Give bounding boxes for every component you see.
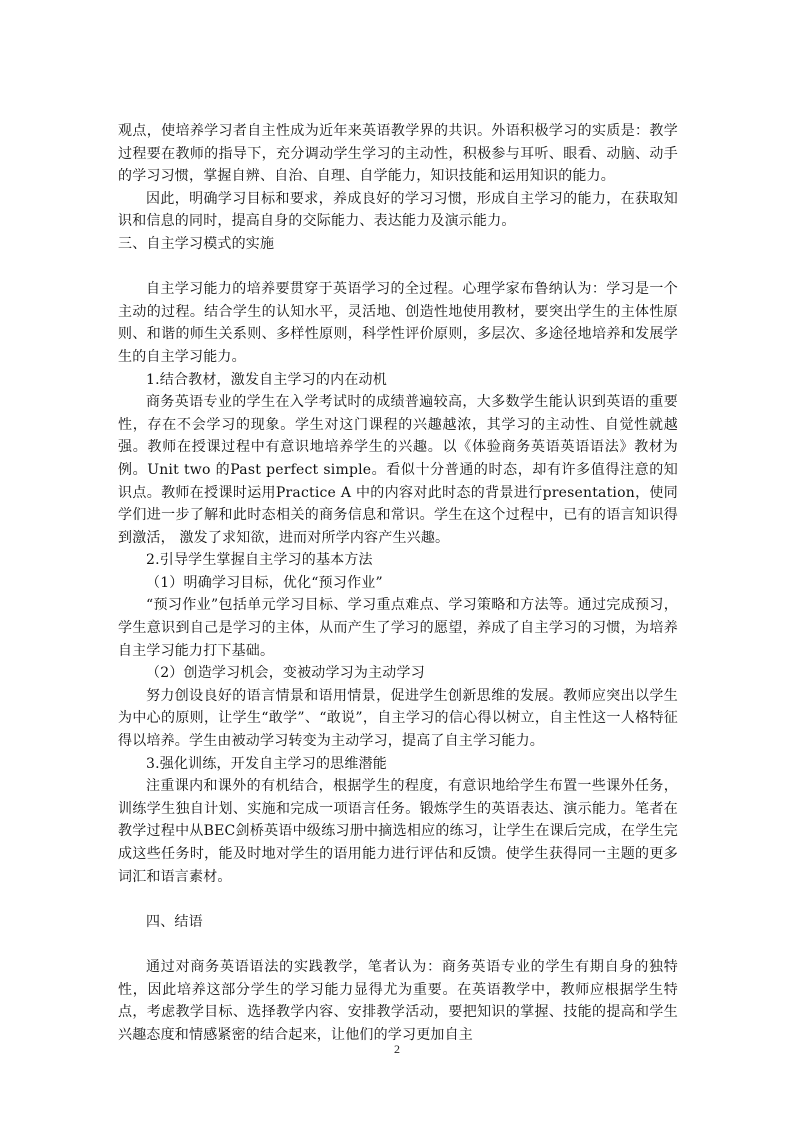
paragraph: 自主学习能力的培养要贯穿于英语学习的全过程。心理学家布鲁纳认为：学习是一个主动的过程。结合学生的认知水平，灵活地、创造性地使用教材，要突出学生的主体性原则、和谐的师生关系则、多样性原则，科学性评价原则，多层次、多途径地培养和发展学生的自主学习能力。: [118, 281, 678, 365]
paragraph: 努力创设良好的语言情景和语用情景，促进学生创新思维的发展。教师应突出以学生为中心的原则，让学生“敢学”、“敢说”，自主学习的信心得以树立，自主性这一人格特征得以培养。学生由被动学习转变为主动学习，提高了自主学习能力。: [118, 687, 678, 750]
section-heading: 四、结语: [146, 913, 203, 930]
subsection-heading: （2）创造学习机会，变被动学习为主动学习: [146, 665, 425, 682]
paragraph: 商务英语专业的学生在入学考试时的成绩普遍较高，大多数学生能认识到英语的重要性，存在不会学习的现象。学生对这门课程的兴趣越浓，其学习的主动性、自觉性就越强。教师在授课过程中有意识地培养学生的兴趣。以《体验商务英语英语语法》教材为例。Unit two 的Past perfect simple。看似十分普通的时态，却有许多值得注意的知识点。教师在授课时运用Practice A 中的内容对此时态的背景进行presentation，使同学们进一步了解和此时态相关的商务信息和常识。学生在这个过程中，已有的语言知识得到激活， 激发了求知欲，进而对所学内容产生兴趣。: [118, 394, 678, 546]
section-heading: 三、自主学习模式的实施: [118, 235, 275, 252]
paragraph: 观点，使培养学习者自主性成为近年来英语教学界的共识。外语积极学习的实质是：教学过程要在教师的指导下，充分调动学生学习的主动性，积极参与耳听、眼看、动脑、动手的学习习惯，掌握自辨、自治、自理、自学能力，知识技能和运用知识的能力。: [118, 123, 678, 185]
paragraph: “预习作业”包括单元学习目标、学习重点难点、学习策略和方法等。通过完成预习，学生意识到自己是学习的主体，从而产生了学习的愿望，养成了自主学习的习惯，为培养自主学习能力打下基础。: [118, 597, 678, 659]
paragraph: 注重课内和课外的有机结合，根据学生的程度，有意识地给学生布置一些课外任务，训练学生独自计划、实施和完成一项语言任务。锻炼学生的英语表达、演示能力。笔者在教学过程中从BEC剑桥英语中级练习册中摘选相应的练习，让学生在课后完成，在学生完成这些任务时，能及时地对学生的语用能力进行评估和反馈。使学生获得同一主题的更多词汇和语言素材。: [118, 778, 678, 885]
paragraph: 因此，明确学习目标和要求，养成良好的学习习惯，形成自主学习的能力，在获取知识和信息的同时，提高自身的交际能力、表达能力及演示能力。: [118, 190, 678, 230]
blank-line: [118, 256, 678, 279]
document-body: [118, 120, 678, 1046]
blank-line: [118, 888, 678, 911]
blank-line: [118, 933, 678, 956]
subsection-heading: （1）明确学习目标，优化“预习作业”: [146, 574, 383, 591]
page-number: 2: [394, 1042, 400, 1056]
subsection-heading: 2.引导学生掌握自主学习的基本方法: [146, 552, 373, 569]
subsection-heading: 1.结合教材，激发自主学习的内在动机: [146, 371, 387, 388]
paragraph: 通过对商务英语语法的实践教学，笔者认为：商务英语专业的学生有期自身的独特性，因此培养这部分学生的学习能力显得尤为重要。在英语教学中，教师应根据学生特点，考虑教学目标、选择教学内容、安排教学活动，要把知识的掌握、技能的提高和学生兴趣态度和情感紧密的结合起来，让他们的学习更加自主: [118, 958, 678, 1043]
subsection-heading: 3.强化训练，开发自主学习的思维潜能: [146, 755, 387, 772]
